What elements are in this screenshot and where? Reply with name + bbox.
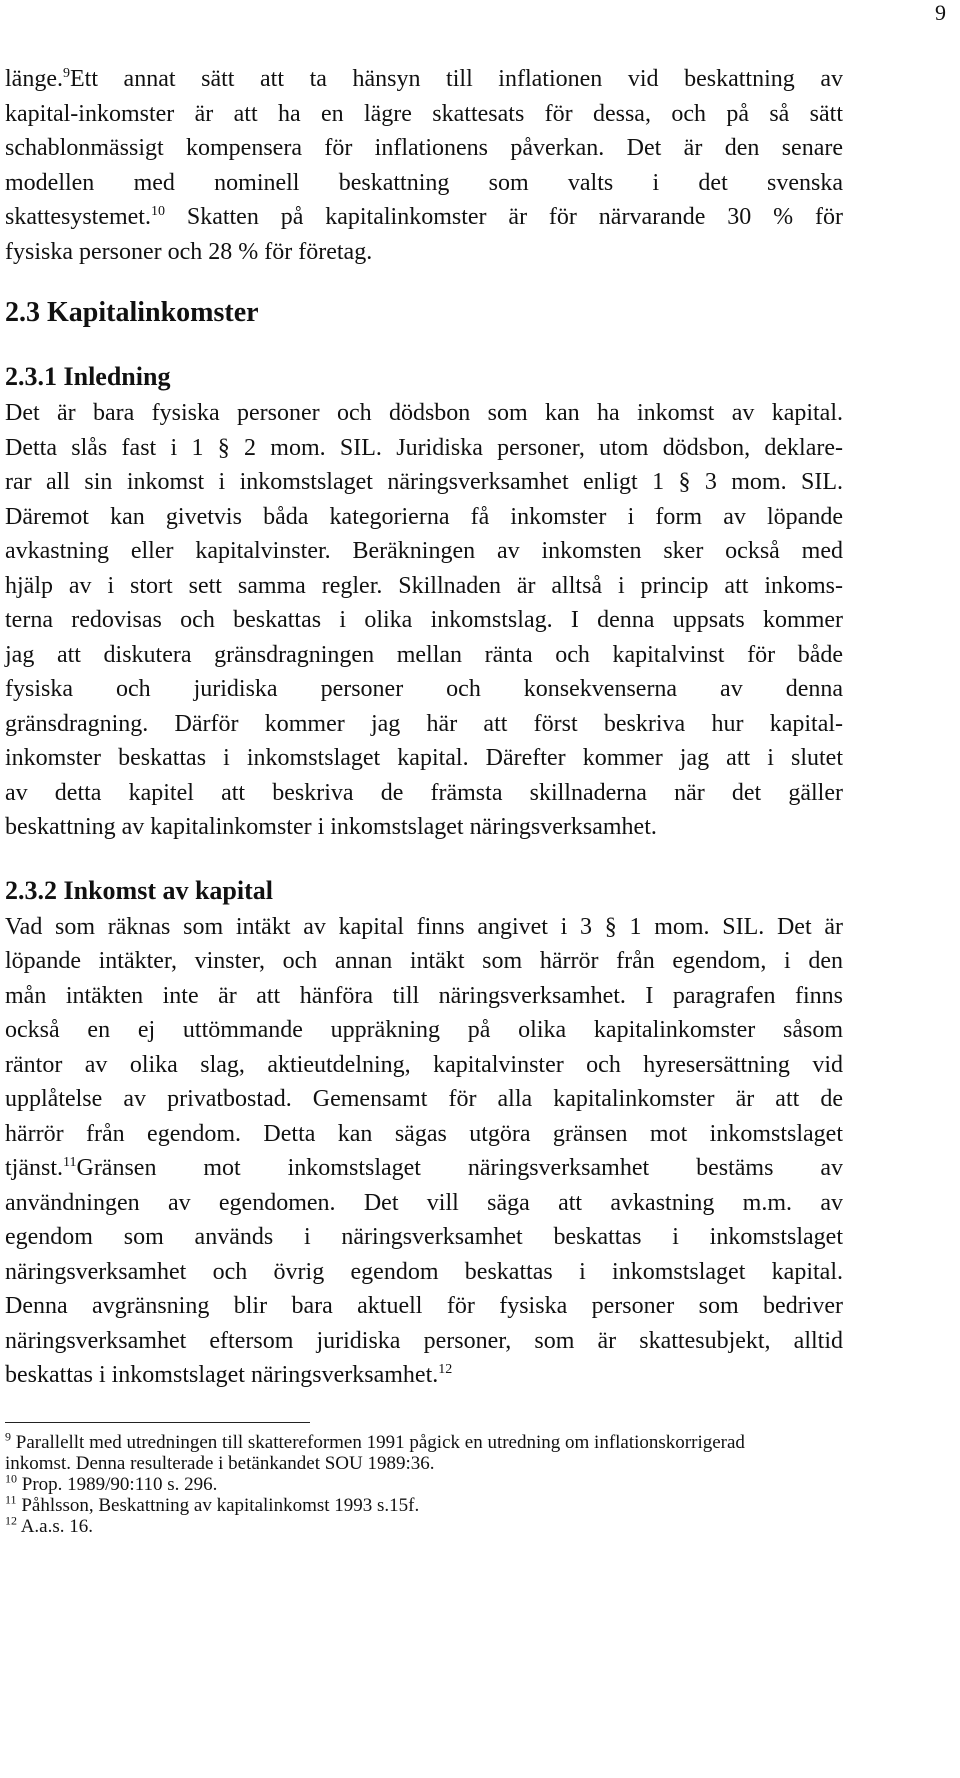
text-line: upplåtelse av privatbostad. Gemensamt för alla kapitalinkomster är att de	[5, 1086, 843, 1112]
text-line: egendom som används i näringsverksamhet beskattas i inkomstslaget	[5, 1224, 843, 1250]
footnote-ref-11[interactable]: 11	[63, 1155, 77, 1170]
text-line: räntor av olika slag, aktieutdelning, kapitalvinster och hyresersättning vid	[5, 1051, 843, 1078]
text-line: modellen med nominell beskattning som valts i det svenska	[5, 169, 843, 196]
text-line: användningen av egendomen. Det vill säga att avkastning m.m. av	[5, 1189, 843, 1216]
footnote-11	[5, 1492, 843, 1516]
text-run: Skatten på kapitalinkomster är för närvarande 30 % för	[164, 204, 843, 230]
text-run: skattesystemet.	[5, 204, 151, 230]
footnote-ref-10[interactable]: 10	[150, 204, 165, 219]
text-line: fysiska personer och 28 % för företag.	[5, 238, 373, 265]
heading-2-3: 2.3 Kapitalinkomster	[5, 297, 259, 328]
text-line: beskattning av kapitalinkomster i inkomstslaget näringsverksamhet.	[5, 814, 657, 840]
text-line: också en ej uttömmande uppräkning på olika kapitalinkomster såsom	[5, 1017, 843, 1043]
text-line: härrör från egendom. Detta kan sägas utgöra gränsen mot inkomstslaget	[5, 1120, 843, 1147]
text-line: näringsverksamhet och övrig egendom beskattas i inkomstslaget kapital.	[5, 1258, 843, 1285]
footnote-number: 12	[5, 1513, 17, 1528]
text-line: jag att diskutera gränsdragningen mellan ränta och kapitalvinst för både	[5, 641, 843, 668]
paragraph-inledning	[5, 396, 843, 845]
text-line: mån intäkten inte är att hänföra till näringsverksamhet. I paragrafen finns	[5, 982, 843, 1009]
footnote-10	[5, 1471, 843, 1495]
footnote-divider	[5, 1422, 310, 1423]
footnote-number: 11	[5, 1492, 17, 1507]
footnote-text: Parallellt med utredningen till skattereformen 1991 pågick en utredning om inflationskorrigerad	[15, 1432, 745, 1453]
footnote-text: Påhlsson, Beskattning av kapitalinkomst 1993 s.15f.	[21, 1495, 420, 1516]
text-line: löpande intäkter, vinster, och annan intäkt som härrör från egendom, i den	[5, 948, 843, 974]
text-line: av detta kapitel att beskriva de främsta skillnaderna när det gäller	[5, 779, 843, 806]
text-run: tjänst.	[5, 1155, 63, 1181]
footnote-number: 10	[5, 1471, 17, 1486]
footnote-12	[5, 1513, 843, 1537]
text-run: beskattas i inkomstslaget näringsverksamhet.	[5, 1362, 439, 1388]
page-body	[5, 62, 843, 1393]
page-number: 9	[935, 0, 946, 25]
heading-2-3-2: 2.3.2 Inkomst av kapital	[5, 875, 273, 905]
text-line: terna redovisas och beskattas i olika inkomstslag. I denna uppsats kommer	[5, 607, 843, 633]
text-line: Vad som räknas som intäkt av kapital finns angivet i 3 § 1 mom. SIL. Det är	[5, 913, 843, 940]
text-run: länge.	[5, 66, 63, 92]
text-line	[5, 62, 843, 97]
text-run: Gränsen mot inkomstslaget näringsverksamhet bestäms av	[76, 1155, 843, 1181]
text-line	[5, 1358, 843, 1393]
text-line: inkomster beskattas i inkomstslaget kapital. Därefter kommer jag att i slutet	[5, 745, 843, 771]
text-line: fysiska och juridiska personer och konsekvenserna av denna	[5, 676, 843, 702]
footnote-9-continued: inkomst. Denna resulterade i betänkandet SOU 1989:36.	[5, 1453, 435, 1474]
text-line: näringsverksamhet eftersom juridiska personer, som är skattesubjekt, alltid	[5, 1327, 843, 1354]
paragraph-inflation	[5, 62, 843, 269]
footnote-text: Prop. 1989/90:110 s. 296.	[21, 1474, 218, 1495]
footnote-9	[5, 1429, 843, 1453]
text-run: Ett annat sätt att ta hänsyn till inflationen vid beskattning av	[69, 66, 843, 92]
text-line: Det är bara fysiska personer och dödsbon som kan ha inkomst av kapital.	[5, 400, 843, 426]
footnotes	[5, 1429, 843, 1537]
footnote-number: 9	[5, 1429, 11, 1444]
text-line: kapital-inkomster är att ha en lägre skattesats för dessa, och på så sätt	[5, 100, 843, 127]
text-line: schablonmässigt kompensera för inflationens påverkan. Det är den senare	[5, 135, 843, 161]
text-line: Denna avgränsning blir bara aktuell för fysiska personer som bedriver	[5, 1293, 843, 1319]
text-line: Däremot kan givetvis båda kategorierna få inkomster i form av löpande	[5, 503, 843, 530]
footnote-ref-9[interactable]: 9	[62, 66, 70, 81]
paragraph-inkomst-av-kapital	[5, 910, 843, 1393]
text-line: Detta slås fast i 1 § 2 mom. SIL. Juridiska personer, utom dödsbon, deklare-	[5, 434, 843, 461]
text-line: gränsdragning. Därför kommer jag här att först beskriva hur kapital-	[5, 710, 843, 737]
footnote-text: A.a.s. 16.	[20, 1516, 94, 1537]
heading-2-3-1: 2.3.1 Inledning	[5, 362, 171, 391]
footnote-ref-12[interactable]: 12	[438, 1362, 453, 1377]
text-line	[5, 200, 843, 235]
text-line: rar all sin inkomst i inkomstslaget näringsverksamhet enligt 1 § 3 mom. SIL.	[5, 469, 843, 495]
text-line	[5, 1151, 843, 1186]
text-line: hjälp av i stort sett samma regler. Skillnaden är alltså i princip att inkoms-	[5, 572, 843, 599]
text-line: avkastning eller kapitalvinster. Beräkningen av inkomsten sker också med	[5, 538, 843, 564]
